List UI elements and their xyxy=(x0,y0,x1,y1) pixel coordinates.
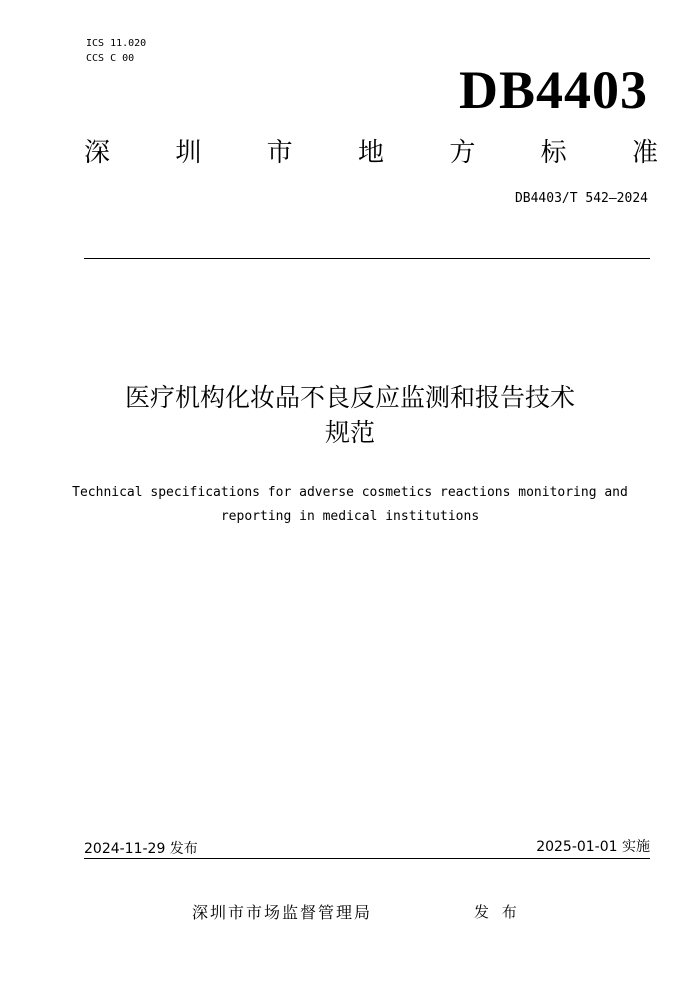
issue-label: 发 布 xyxy=(474,903,521,921)
ccs-code: CCS C 00 xyxy=(86,53,135,64)
standard-category-char: 市 xyxy=(266,138,293,168)
english-title-line-2: reporting in medical institutions xyxy=(220,509,480,524)
header-divider xyxy=(84,258,650,259)
standard-category-char: 标 xyxy=(540,138,567,168)
implement-date: 2025-01-01 实施 xyxy=(536,839,650,855)
db4403-logo: DB4403 xyxy=(458,60,648,120)
standard-category-char: 深 xyxy=(84,138,111,168)
chinese-title xyxy=(60,380,640,450)
standard-category-char: 圳 xyxy=(175,138,202,168)
standard-category-title xyxy=(84,135,658,171)
chinese-title-line-2: 规范 xyxy=(324,418,375,447)
standard-category-char: 准 xyxy=(631,138,658,168)
publish-date: 2024-11-29 发布 xyxy=(84,841,198,857)
chinese-title-line-1: 医疗机构化妆品不良反应监测和报告技术 xyxy=(124,383,575,412)
english-title xyxy=(50,481,650,529)
standard-category-char: 地 xyxy=(357,138,384,168)
issuing-authority: 深圳市市场监督管理局 xyxy=(192,903,373,922)
ics-code: ICS 11.020 xyxy=(86,38,147,49)
standard-number: DB4403/T 542—2024 xyxy=(514,191,648,206)
english-title-line-1: Technical specifications for adverse cosmetics reactions monitoring and xyxy=(72,485,628,500)
standard-category-char: 方 xyxy=(449,138,476,168)
classification-codes xyxy=(86,36,146,66)
footer-divider xyxy=(84,858,650,859)
